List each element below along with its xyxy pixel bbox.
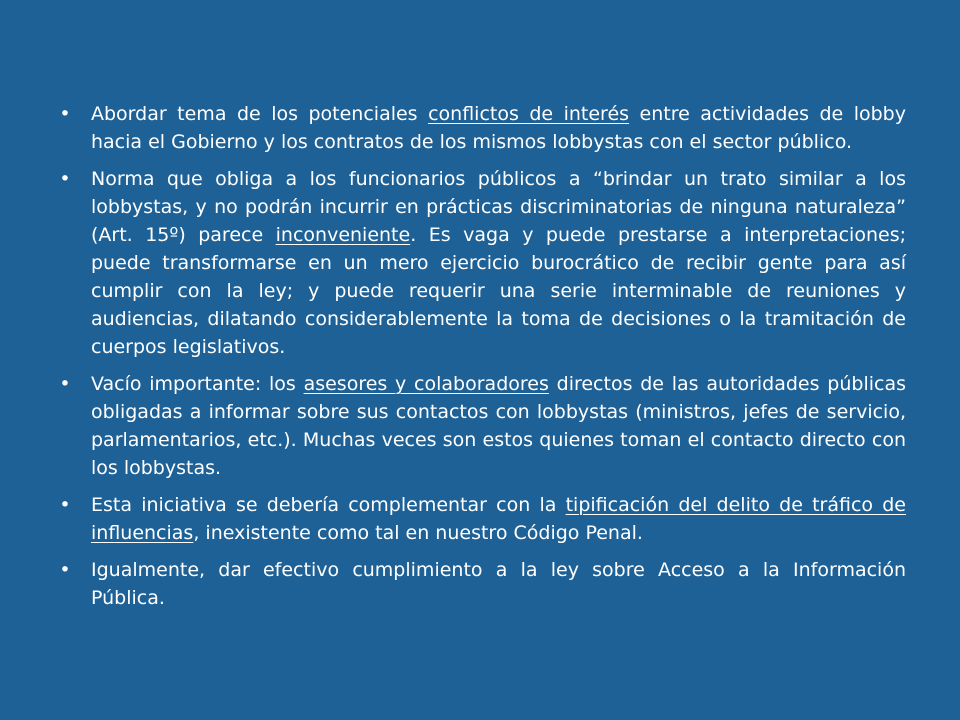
bullet-list — [58, 100, 906, 621]
underlined-text-segment: inconveniente — [275, 224, 411, 246]
bullet-text — [91, 168, 906, 358]
underlined-text-segment: asesores y colaboradores — [303, 373, 549, 395]
text-segment: . Es vaga y puede prestarse a interpretaciones; puede transformarse en un mero ejercicio burocrático de recibir gente para así cumplir con la ley; y puede requerir una serie interminable de reuniones y audiencias, dilatando considerablemente la toma de decisiones o la tramitación de cuerpos legislativos. — [91, 224, 906, 358]
text-segment: Vacío importante: los — [91, 373, 304, 395]
bullet-text — [91, 494, 906, 544]
text-segment: Abordar tema de los potenciales — [91, 103, 429, 125]
bullet-item — [58, 165, 906, 361]
text-segment: Igualmente, dar efectivo cumplimiento a la ley sobre Acceso a la Información Pública. — [91, 559, 906, 609]
text-segment: Esta iniciativa se debería complementar con la — [91, 494, 566, 516]
bullet-item — [58, 100, 906, 156]
bullet-item — [58, 556, 906, 612]
bullet-text — [91, 103, 906, 153]
text-segment: directos de las autoridades públicas obligadas a informar sobre sus contactos con lobbystas (ministros, jefes de servicio, parlamentarios, etc.). Muchas veces son estos quienes toman el contacto directo con los lobbystas. — [91, 373, 906, 479]
bullet-dot-icon: • — [59, 103, 71, 125]
bullet-dot-icon: • — [59, 168, 71, 190]
bullet-dot-icon: • — [59, 559, 71, 581]
underlined-text-segment: tipificación del delito de tráfico de influencias — [91, 494, 906, 544]
text-segment: entre actividades de lobby hacia el Gobierno y los contratos de los mismos lobbystas con el sector público. — [91, 103, 906, 153]
text-segment: Norma que obliga a los funcionarios públicos a “brindar un trato similar a los lobbystas, y no podrán incurrir en prácticas discriminatorias de ninguna naturaleza” (Art. 15º) parece — [91, 168, 906, 246]
bullet-text — [91, 559, 906, 609]
underlined-text-segment: conflictos de interés — [428, 103, 630, 125]
bullet-dot-icon: • — [59, 494, 71, 516]
bullet-item — [58, 370, 906, 482]
bullet-text — [91, 373, 906, 479]
bullet-dot-icon: • — [59, 373, 71, 395]
text-segment: , inexistente como tal en nuestro Código Penal. — [193, 522, 643, 544]
bullet-item — [58, 491, 906, 547]
